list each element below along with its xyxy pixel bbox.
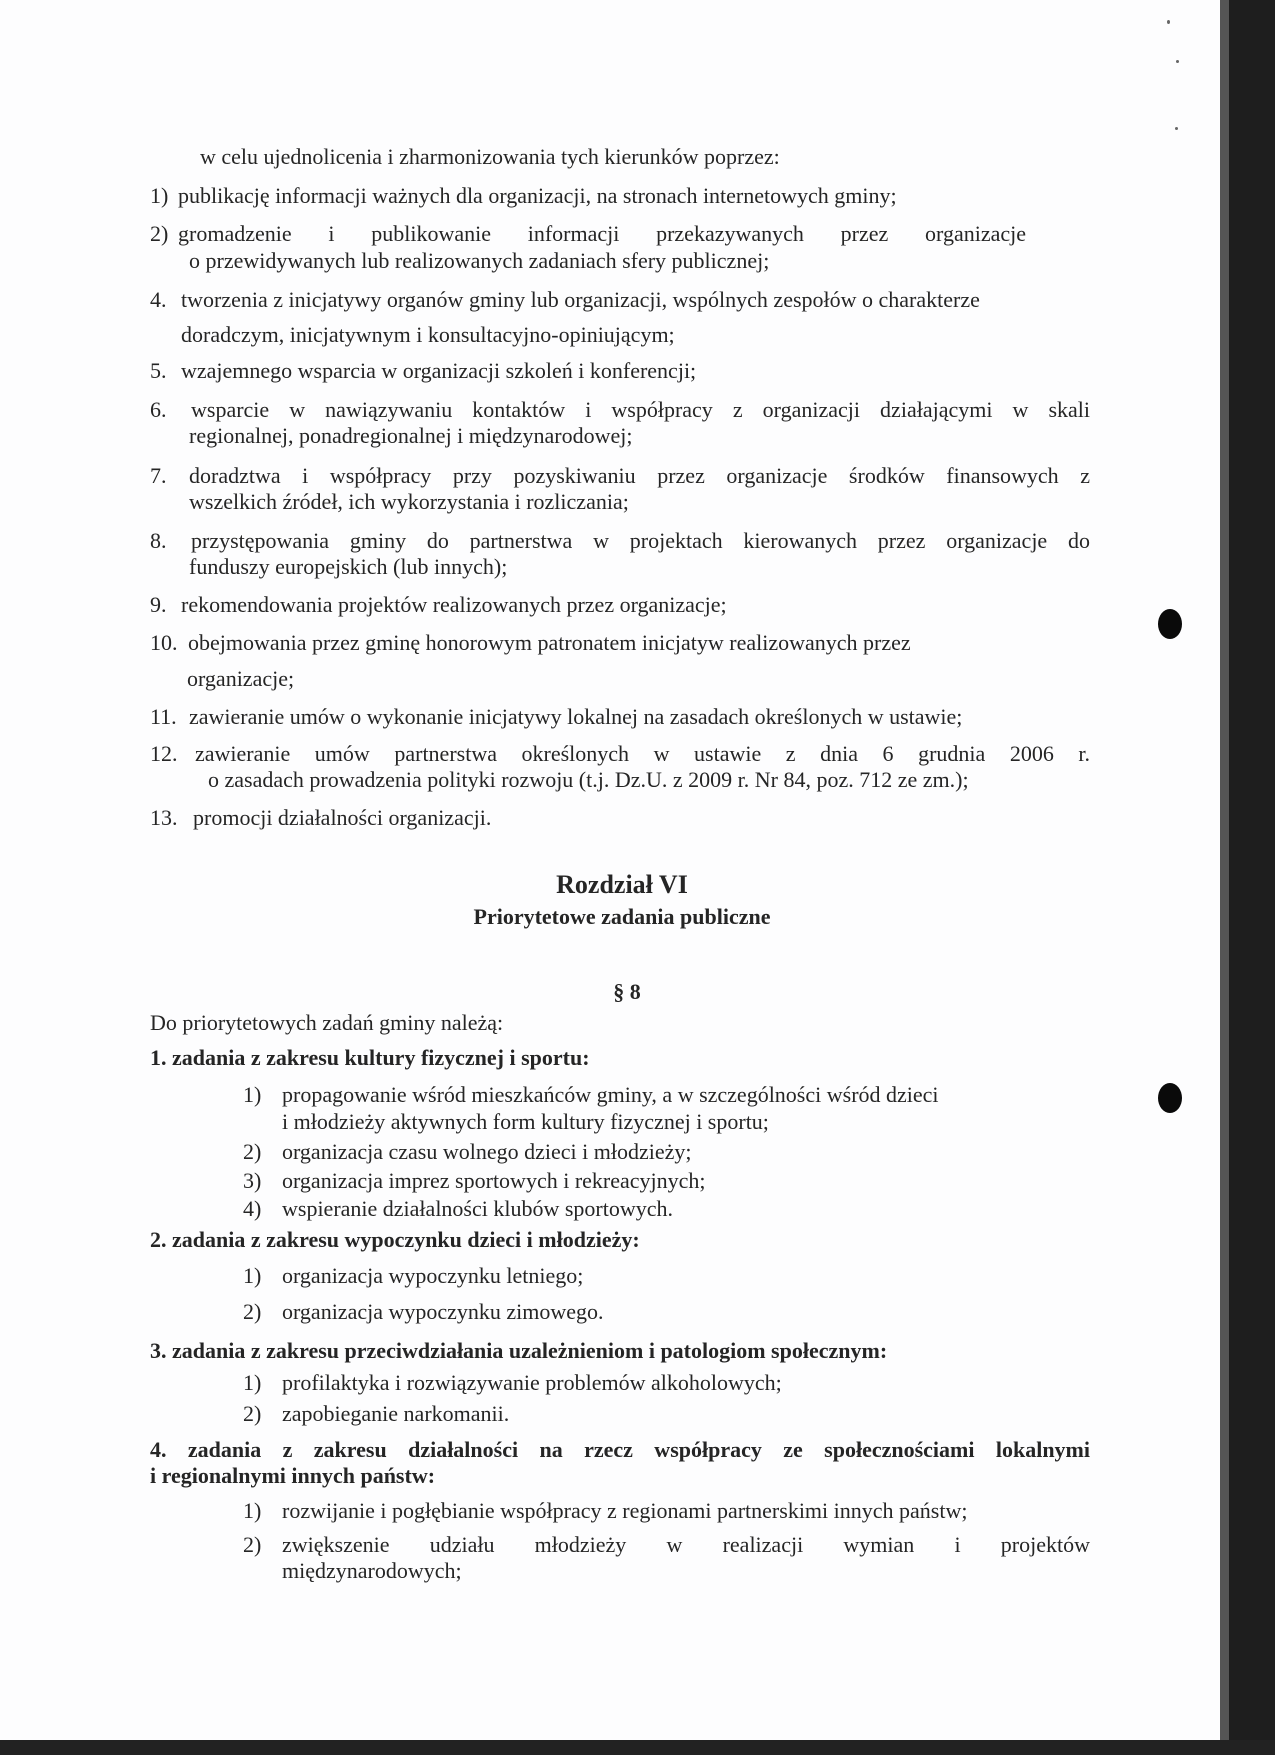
scan-edge-bottom	[0, 1740, 1275, 1755]
section-heading: 1. zadania z zakresu kultury fizycznej i sportu:	[150, 1045, 590, 1070]
list-item-text: i młodzieży aktywnych form kultury fizycznej i sportu;	[282, 1109, 769, 1134]
list-item-text: obejmowania przez gminę honorowym patronatem inicjatyw realizowanych przez	[188, 630, 911, 655]
section-heading: 3. zadania z zakresu przeciwdziałania uzależnieniom i patologiom społecznym:	[150, 1338, 888, 1363]
section-heading: 4. zadania z zakresu działalności na rzecz współpracy ze społecznościami lokalnymi	[150, 1437, 1090, 1462]
list-item-text: funduszy europejskich (lub innych);	[189, 554, 508, 579]
list-item-number: 1)	[243, 1082, 262, 1107]
list-item-text: organizacja imprez sportowych i rekreacyjnych;	[282, 1168, 706, 1193]
list-item-text: publikację informacji ważnych dla organizacji, na stronach internetowych gminy;	[178, 183, 897, 208]
list-item-number: 5.	[150, 358, 167, 383]
list-item-number: 2)	[243, 1139, 262, 1164]
list-item-text: promocji działalności organizacji.	[193, 805, 492, 830]
list-item-number: 7.	[150, 463, 167, 488]
list-item-text: wzajemnego wsparcia w organizacji szkoleń i konferencji;	[181, 358, 697, 383]
list-item-text: rozwijanie i pogłębianie współpracy z regionami partnerskimi innych państw;	[282, 1498, 968, 1523]
list-item-number: 10.	[150, 630, 178, 655]
list-item-text: regionalnej, ponadregionalnej i międzynarodowej;	[189, 423, 633, 448]
list-item-text: przystępowania gminy do partnerstwa w projektach kierowanych przez organizacje do	[191, 528, 1090, 553]
section-heading: i regionalnymi innych państw:	[150, 1463, 436, 1488]
list-item-number: 6.	[150, 397, 167, 422]
list-item-number: 9.	[150, 592, 167, 617]
list-item-text: organizacja wypoczynku letniego;	[282, 1263, 584, 1288]
list-item-text: organizacje;	[187, 666, 295, 691]
punch-hole	[1158, 1083, 1182, 1113]
list-item-number: 1)	[243, 1498, 262, 1523]
list-item-text: zawieranie umów o wykonanie inicjatywy lokalnej na zasadach określonych w ustawie;	[189, 704, 963, 729]
list-item-number: 1)	[243, 1370, 262, 1395]
intro-text: w celu ujednolicenia i zharmonizowania tych kierunków poprzez:	[200, 144, 780, 169]
punch-hole	[1158, 609, 1182, 639]
section-heading: 2. zadania z zakresu wypoczynku dzieci i młodzieży:	[150, 1227, 640, 1252]
list-item-number: 1)	[150, 183, 169, 208]
list-item-text: profilaktyka i rozwiązywanie problemów alkoholowych;	[282, 1370, 782, 1395]
list-item-number: 1)	[243, 1263, 262, 1288]
list-item-text: propagowanie wśród mieszkańców gminy, a w szczególności wśród dzieci	[282, 1082, 939, 1107]
list-item-number: 11.	[150, 704, 177, 729]
scan-speck	[1167, 20, 1170, 24]
list-item-number: 8.	[150, 528, 167, 553]
list-item-text: zawieranie umów partnerstwa określonych w ustawie z dnia 6 grudnia 2006 r.	[195, 741, 1090, 766]
scan-edge-right	[1220, 0, 1275, 1755]
list-item-text: wsparcie w nawiązywaniu kontaktów i współpracy z organizacji działającymi w skali	[191, 397, 1090, 422]
list-item-text: doradztwa i współpracy przy pozyskiwaniu przez organizacje środków finansowych z	[189, 463, 1090, 488]
list-item-text: o zasadach prowadzenia polityki rozwoju (t.j. Dz.U. z 2009 r. Nr 84, poz. 712 ze zm.);	[208, 767, 969, 792]
chapter-title: Rozdział VI	[556, 870, 688, 899]
list-item-number: 2)	[243, 1532, 262, 1557]
list-item-text: doradczym, inicjatywnym i konsultacyjno-opiniującym;	[181, 322, 675, 347]
list-item-number: 13.	[150, 805, 178, 830]
list-item-text: międzynarodowych;	[282, 1558, 462, 1583]
list-item-text: organizacja czasu wolnego dzieci i młodzieży;	[282, 1139, 692, 1164]
list-item-text: wspieranie działalności klubów sportowych.	[282, 1196, 674, 1221]
list-item-text: o przewidywanych lub realizowanych zadaniach sfery publicznej;	[189, 248, 770, 273]
list-item-number: 4)	[243, 1196, 262, 1221]
list-item-number: 4.	[150, 287, 167, 312]
list-item-text: wszelkich źródeł, ich wykorzystania i rozliczania;	[189, 489, 629, 514]
list-item-text: gromadzenie i publikowanie informacji przekazywanych przez organizacje	[178, 221, 1026, 246]
section-lead: Do priorytetowych zadań gminy należą:	[150, 1010, 504, 1035]
list-item-number: 3)	[243, 1168, 262, 1193]
list-item-text: rekomendowania projektów realizowanych przez organizacje;	[181, 592, 727, 617]
list-item-text: tworzenia z inicjatywy organów gminy lub organizacji, wspólnych zespołów o charakterze	[181, 287, 980, 312]
scan-speck	[1176, 60, 1179, 63]
list-item-number: 12.	[150, 741, 178, 766]
paragraph-number: § 8	[613, 979, 641, 1004]
list-item-text: zwiększenie udziału młodzieży w realizacji wymian i projektów	[282, 1532, 1090, 1557]
list-item-text: zapobieganie narkomanii.	[282, 1401, 510, 1426]
list-item-number: 2)	[243, 1299, 262, 1324]
list-item-text: organizacja wypoczynku zimowego.	[282, 1299, 604, 1324]
list-item-number: 2)	[243, 1401, 262, 1426]
chapter-subtitle: Priorytetowe zadania publiczne	[473, 904, 771, 929]
list-item-number: 2)	[150, 221, 169, 246]
scan-speck	[1175, 127, 1178, 130]
